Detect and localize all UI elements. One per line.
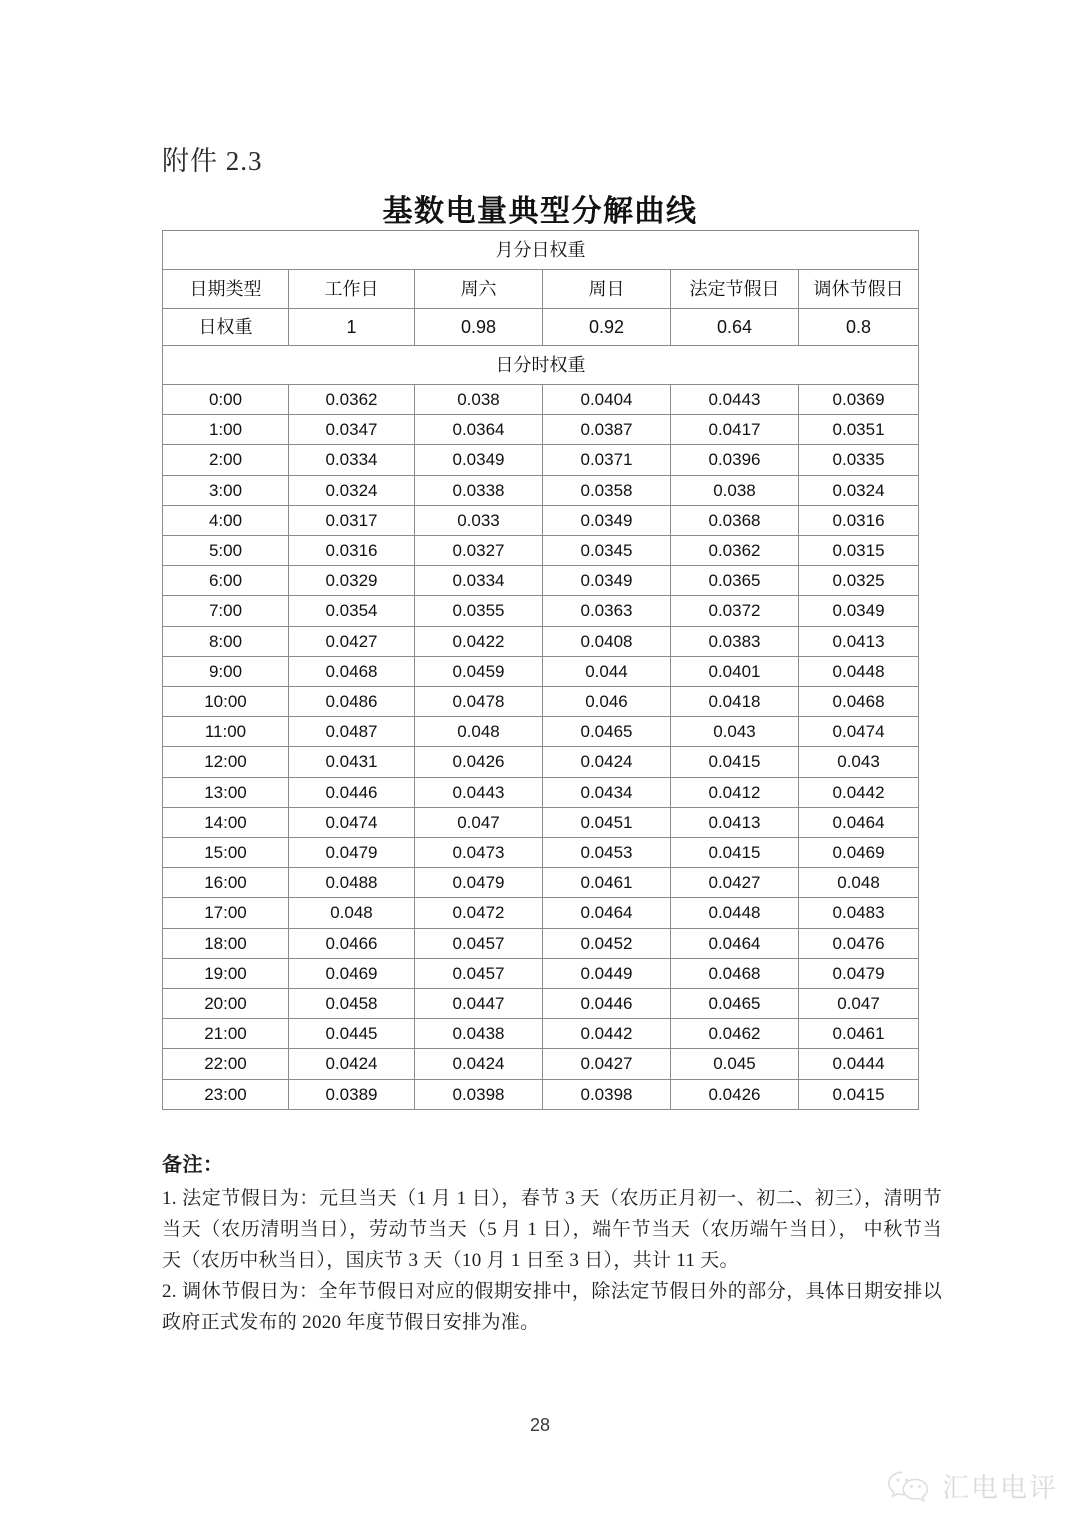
cell-statutory: 0.0468: [671, 958, 799, 988]
page-title: 基数电量典型分解曲线: [382, 195, 698, 228]
cell-adjusted: 0.0315: [799, 536, 919, 566]
row-hour: 0:00: [163, 385, 289, 415]
row-hour: 18:00: [163, 928, 289, 958]
cell-statutory: 0.0443: [671, 385, 799, 415]
cell-sunday: 0.044: [543, 656, 671, 686]
cell-workday: 0.0324: [289, 475, 415, 505]
cell-workday: 0.0488: [289, 868, 415, 898]
table-row: [163, 475, 919, 505]
cell-saturday: 0.0457: [415, 958, 543, 988]
cell-workday: 0.0466: [289, 928, 415, 958]
cell-statutory: 0.0426: [671, 1079, 799, 1109]
row-hour: 15:00: [163, 838, 289, 868]
cell-saturday: 0.047: [415, 807, 543, 837]
day-weight-row: [163, 309, 919, 346]
table-row: [163, 807, 919, 837]
cell-statutory: 0.0427: [671, 868, 799, 898]
cell-adjusted: 0.0461: [799, 1019, 919, 1049]
row-hour: 10:00: [163, 687, 289, 717]
cell-workday: 0.0458: [289, 989, 415, 1019]
table-row: [163, 1019, 919, 1049]
cell-saturday: 0.0422: [415, 626, 543, 656]
cell-saturday: 0.0479: [415, 868, 543, 898]
day-type-header-row: [163, 270, 919, 309]
cell-saturday: 0.0447: [415, 989, 543, 1019]
cell-sunday: 0.0408: [543, 626, 671, 656]
row-hour: 1:00: [163, 415, 289, 445]
table-row: [163, 626, 919, 656]
row-hour: 12:00: [163, 747, 289, 777]
cell-statutory: 0.045: [671, 1049, 799, 1079]
cell-statutory: 0.0412: [671, 777, 799, 807]
table-row: [163, 1079, 919, 1109]
section-header-hour-label: 日分时权重: [163, 346, 919, 385]
cell-adjusted: 0.0464: [799, 807, 919, 837]
cell-adjusted: 0.0415: [799, 1079, 919, 1109]
cell-sunday: 0.0427: [543, 1049, 671, 1079]
cell-adjusted: 0.0413: [799, 626, 919, 656]
cell-sunday: 0.0451: [543, 807, 671, 837]
row-hour: 22:00: [163, 1049, 289, 1079]
row-hour: 6:00: [163, 566, 289, 596]
cell-adjusted: 0.0349: [799, 596, 919, 626]
cell-saturday: 0.0327: [415, 536, 543, 566]
cell-saturday: 0.0349: [415, 445, 543, 475]
table-row: [163, 415, 919, 445]
cell-adjusted: 0.0448: [799, 656, 919, 686]
cell-sunday: 0.0371: [543, 445, 671, 475]
cell-sunday: 0.0442: [543, 1019, 671, 1049]
cell-sunday: 0.0424: [543, 747, 671, 777]
cell-sunday: 0.0358: [543, 475, 671, 505]
row-hour: 20:00: [163, 989, 289, 1019]
cell-statutory: 0.0464: [671, 928, 799, 958]
cell-statutory: 0.0415: [671, 838, 799, 868]
day-weight-adjusted: 0.8: [799, 309, 919, 346]
table-row: [163, 777, 919, 807]
cell-saturday: 0.0398: [415, 1079, 543, 1109]
row-hour: 8:00: [163, 626, 289, 656]
table-row: [163, 989, 919, 1019]
cell-workday: 0.0431: [289, 747, 415, 777]
cell-saturday: 0.0334: [415, 566, 543, 596]
cell-adjusted: 0.0335: [799, 445, 919, 475]
row-hour: 2:00: [163, 445, 289, 475]
cell-workday: 0.0362: [289, 385, 415, 415]
cell-sunday: 0.0345: [543, 536, 671, 566]
column-header-date-type: 日期类型: [163, 270, 289, 309]
cell-saturday: 0.048: [415, 717, 543, 747]
table-row: [163, 596, 919, 626]
cell-sunday: 0.0349: [543, 566, 671, 596]
cell-sunday: 0.0446: [543, 989, 671, 1019]
cell-saturday: 0.0457: [415, 928, 543, 958]
table-row: [163, 445, 919, 475]
table-row: [163, 717, 919, 747]
cell-saturday: 0.0355: [415, 596, 543, 626]
cell-adjusted: 0.0369: [799, 385, 919, 415]
cell-sunday: 0.0398: [543, 1079, 671, 1109]
attachment-label: 附件 2.3: [162, 146, 263, 176]
cell-workday: 0.0389: [289, 1079, 415, 1109]
cell-sunday: 0.0363: [543, 596, 671, 626]
notes-title: 备注：: [162, 1154, 224, 1176]
cell-adjusted: 0.0468: [799, 687, 919, 717]
table-row: [163, 1049, 919, 1079]
weights-table: [162, 230, 919, 1110]
cell-saturday: 0.0338: [415, 475, 543, 505]
table-row: [163, 928, 919, 958]
table-row: [163, 536, 919, 566]
note-item-statutory-holidays: 1. 法定节假日为：元旦当天（1 月 1 日），春节 3 天（农历正月初一、初二、初三），清明节当天（农历清明当日），劳动节当天（5 月 1 日），端午节当天（农历端午当日）， 中秋节当天（农历中秋当日），国庆节 3 天（10 月 1 日至 3 日），共计 11 天。: [162, 1188, 942, 1271]
table-row: [163, 958, 919, 988]
watermark: [886, 1466, 1058, 1505]
row-hour: 3:00: [163, 475, 289, 505]
cell-saturday: 0.0424: [415, 1049, 543, 1079]
day-weight-sunday: 0.92: [543, 309, 671, 346]
cell-saturday: 0.038: [415, 385, 543, 415]
cell-statutory: 0.0368: [671, 505, 799, 535]
section-header-day: [163, 231, 919, 270]
cell-workday: 0.0427: [289, 626, 415, 656]
day-weight-workday: 1: [289, 309, 415, 346]
cell-statutory: 0.0462: [671, 1019, 799, 1049]
cell-statutory: 0.0372: [671, 596, 799, 626]
cell-adjusted: 0.0469: [799, 838, 919, 868]
cell-sunday: 0.046: [543, 687, 671, 717]
row-hour: 14:00: [163, 807, 289, 837]
row-hour: 7:00: [163, 596, 289, 626]
cell-sunday: 0.0404: [543, 385, 671, 415]
cell-saturday: 0.0364: [415, 415, 543, 445]
cell-workday: 0.0329: [289, 566, 415, 596]
cell-workday: 0.0317: [289, 505, 415, 535]
cell-statutory: 0.0418: [671, 687, 799, 717]
cell-sunday: 0.0461: [543, 868, 671, 898]
section-header-day-label: 月分日权重: [163, 231, 919, 270]
row-hour: 5:00: [163, 536, 289, 566]
cell-workday: 0.0445: [289, 1019, 415, 1049]
column-header-workday: 工作日: [289, 270, 415, 309]
cell-workday: 0.0316: [289, 536, 415, 566]
note-item-adjusted-holidays: 2. 调休节假日为：全年节假日对应的假期安排中，除法定节假日外的部分，具体日期安排以政府正式发布的 2020 年度节假日安排为准。: [162, 1281, 942, 1333]
cell-adjusted: 0.0442: [799, 777, 919, 807]
column-header-statutory-holiday: 法定节假日: [671, 270, 799, 309]
cell-statutory: 0.0448: [671, 898, 799, 928]
cell-sunday: 0.0387: [543, 415, 671, 445]
table-row: [163, 838, 919, 868]
cell-saturday: 0.0459: [415, 656, 543, 686]
cell-statutory: 0.043: [671, 717, 799, 747]
table-row: [163, 656, 919, 686]
table-row: [163, 687, 919, 717]
table-row: [163, 868, 919, 898]
section-header-hour: [163, 346, 919, 385]
cell-workday: 0.0486: [289, 687, 415, 717]
cell-workday: 0.0334: [289, 445, 415, 475]
day-weight-saturday: 0.98: [415, 309, 543, 346]
cell-adjusted: 0.0483: [799, 898, 919, 928]
cell-adjusted: 0.048: [799, 868, 919, 898]
column-header-saturday: 周六: [415, 270, 543, 309]
row-hour: 11:00: [163, 717, 289, 747]
row-hour: 16:00: [163, 868, 289, 898]
page-number: 28: [529, 1415, 551, 1435]
cell-sunday: 0.0349: [543, 505, 671, 535]
cell-saturday: 0.0438: [415, 1019, 543, 1049]
cell-sunday: 0.0465: [543, 717, 671, 747]
cell-saturday: 0.0478: [415, 687, 543, 717]
row-hour: 17:00: [163, 898, 289, 928]
cell-adjusted: 0.0324: [799, 475, 919, 505]
wechat-icon: [886, 1469, 932, 1503]
table-row: [163, 505, 919, 535]
row-hour: 21:00: [163, 1019, 289, 1049]
row-hour: 19:00: [163, 958, 289, 988]
cell-workday: 0.0487: [289, 717, 415, 747]
cell-adjusted: 0.0351: [799, 415, 919, 445]
cell-saturday: 0.0426: [415, 747, 543, 777]
table-row: [163, 385, 919, 415]
table-row: [163, 747, 919, 777]
column-header-adjusted-holiday: 调休节假日: [799, 270, 919, 309]
day-weight-label: 日权重: [163, 309, 289, 346]
cell-statutory: 0.0396: [671, 445, 799, 475]
cell-sunday: 0.0452: [543, 928, 671, 958]
cell-sunday: 0.0449: [543, 958, 671, 988]
table-row: [163, 898, 919, 928]
cell-workday: 0.0446: [289, 777, 415, 807]
cell-statutory: 0.038: [671, 475, 799, 505]
cell-statutory: 0.0417: [671, 415, 799, 445]
cell-workday: 0.0474: [289, 807, 415, 837]
cell-saturday: 0.0472: [415, 898, 543, 928]
table-row: [163, 566, 919, 596]
cell-adjusted: 0.047: [799, 989, 919, 1019]
cell-saturday: 0.0443: [415, 777, 543, 807]
cell-sunday: 0.0464: [543, 898, 671, 928]
cell-statutory: 0.0362: [671, 536, 799, 566]
row-hour: 23:00: [163, 1079, 289, 1109]
cell-statutory: 0.0465: [671, 989, 799, 1019]
day-weight-statutory: 0.64: [671, 309, 799, 346]
row-hour: 4:00: [163, 505, 289, 535]
cell-workday: 0.0468: [289, 656, 415, 686]
column-header-sunday: 周日: [543, 270, 671, 309]
row-hour: 9:00: [163, 656, 289, 686]
cell-sunday: 0.0434: [543, 777, 671, 807]
cell-statutory: 0.0365: [671, 566, 799, 596]
cell-adjusted: 0.0476: [799, 928, 919, 958]
cell-adjusted: 0.0316: [799, 505, 919, 535]
cell-adjusted: 0.0444: [799, 1049, 919, 1079]
watermark-text: 汇电电评: [942, 1473, 1058, 1503]
cell-statutory: 0.0415: [671, 747, 799, 777]
cell-statutory: 0.0383: [671, 626, 799, 656]
cell-workday: 0.0479: [289, 838, 415, 868]
cell-saturday: 0.0473: [415, 838, 543, 868]
cell-statutory: 0.0401: [671, 656, 799, 686]
cell-adjusted: 0.0325: [799, 566, 919, 596]
cell-workday: 0.048: [289, 898, 415, 928]
cell-sunday: 0.0453: [543, 838, 671, 868]
cell-workday: 0.0469: [289, 958, 415, 988]
cell-saturday: 0.033: [415, 505, 543, 535]
cell-workday: 0.0354: [289, 596, 415, 626]
cell-workday: 0.0347: [289, 415, 415, 445]
notes-section: [162, 1148, 942, 1338]
cell-adjusted: 0.0479: [799, 958, 919, 988]
cell-workday: 0.0424: [289, 1049, 415, 1079]
cell-adjusted: 0.043: [799, 747, 919, 777]
cell-adjusted: 0.0474: [799, 717, 919, 747]
cell-statutory: 0.0413: [671, 807, 799, 837]
row-hour: 13:00: [163, 777, 289, 807]
